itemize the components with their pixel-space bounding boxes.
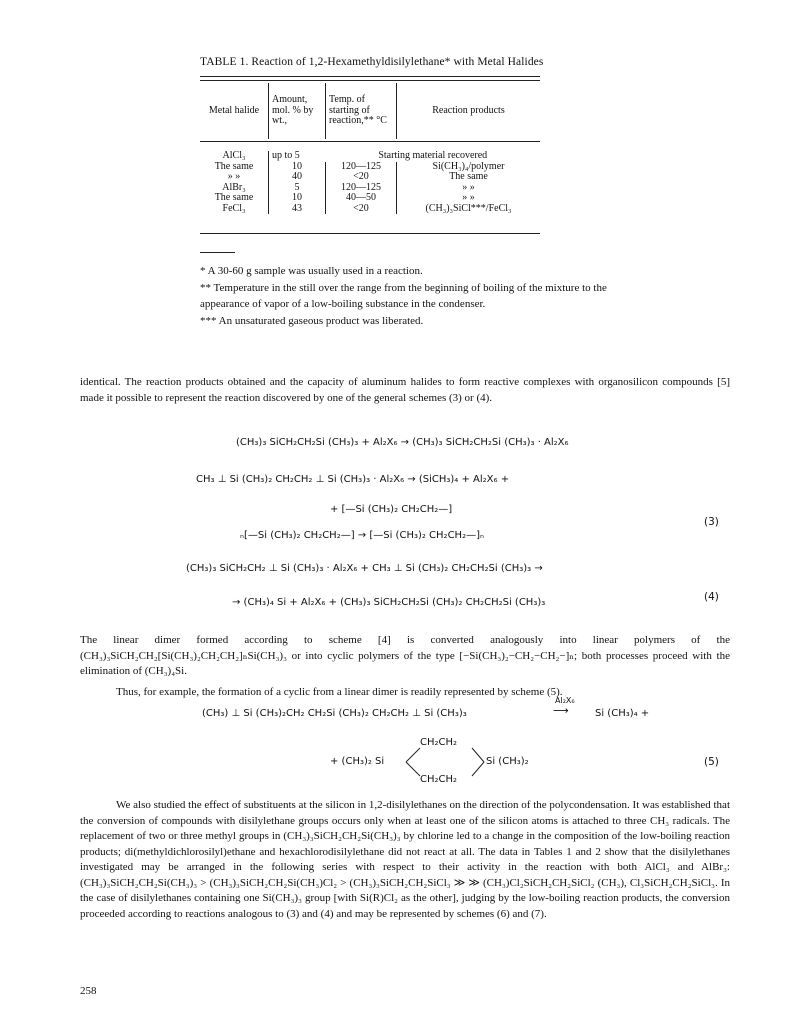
cell-products: Si(CH₃)₄/polymer bbox=[397, 162, 541, 173]
cell-amount: 40 bbox=[269, 172, 326, 183]
scheme-5-ring-right: Si (CH₃)₂ bbox=[486, 756, 529, 767]
scheme-5-ring-top: CH₂CH₂ bbox=[420, 737, 458, 748]
table-row bbox=[200, 162, 540, 173]
scheme-5-ring-left: + (CH₃)₂ Si bbox=[330, 756, 385, 767]
header-temp: Temp. of starting of reaction,** °C bbox=[326, 83, 397, 139]
cell-halide: AlBr₃ bbox=[222, 181, 246, 193]
table-top-rule bbox=[200, 76, 540, 77]
scheme-3-line-1: (CH₃)₃ SiCH₂CH₂Si (CH₃)₃ + Al₂X₆ → (CH₃)₃ SiCH₂CH₂Si (CH₃)₃ · Al₂X₆ bbox=[236, 437, 569, 448]
footnote: * A 30-60 g sample was usually used in a reaction. bbox=[200, 265, 423, 277]
scheme-3-line-2: CH₃ ⊥ Si (CH₃)₂ CH₂CH₂ ⊥ Si (CH₃)₃ · Al₂X₆ → (SiCH₃)₄ + Al₂X₆ + bbox=[196, 474, 510, 485]
paragraph-intro: identical. The reaction products obtained and the capacity of aluminum halides to form reactive complexes with organosilicon compounds [5] made it possible to represent the reaction discovered by one of the general schemes (3) or (4). bbox=[80, 376, 730, 404]
equation-number-5: (5) bbox=[704, 756, 719, 768]
paragraph-substituents: We also studied the effect of substituents at the silicon in 1,2-disilylethanes on the direction of the polycondensation. It was established that the conversion of compounds with disilylethane groups occurs only when at least one of the silicon atoms is attached to three CH₃ radicals. The replacement of two or three methyl groups in (CH₃)₃SiCH₂CH₂Si(CH₃)₃ by chlorine led to a change in the composition of the low-boiling reaction products; di(methyldichlorosilyl)ethane and hexachlorodisilylethane did not react at all. The data in Tables 1 and 2 show that the disilylethanes investigated may be arranged in the following series with respect to their activity in the reaction with both AlCl₃ and AlBr₃: (CH₃)₃SiCH₂CH₂Si(CH₃)₃ > (CH₃)₃SiCH₂CH₂Si(CH₃)Cl₂ > (CH₃)₃SiCH₂CH₂SiCl₃ ≫ ≫ (CH₃)Cl₂SiCH₂CH₂SiCl₂ (CH₃), Cl₃SiCH₂CH₂SiCl₃. In the case of disilylethanes containing one Si(CH₃)₃ group [with Si(R)Cl₂ as the other], judging by the low-boiling reaction products, the conversion proceeded according to reactions analogous to (3) and (4) and may be represented by schemes (6) and (7). bbox=[80, 799, 730, 920]
table-row bbox=[200, 172, 540, 183]
scheme-5-arrow: ⟶ bbox=[553, 704, 569, 717]
table-top-rule-2 bbox=[200, 80, 540, 81]
footnote: ** Temperature in the still over the range from the beginning of boiling of the mixture to the appearance of vapor of a low-boiling substance in the condenser. bbox=[200, 281, 607, 310]
table-row bbox=[200, 204, 540, 215]
cell-temp: <20 bbox=[326, 204, 397, 215]
table-footnotes bbox=[200, 263, 610, 329]
cell-products: The same bbox=[397, 172, 541, 183]
footnote: *** An unsaturated gaseous product was liberated. bbox=[200, 314, 424, 327]
cell-products: (CH₃)₃SiCl***/FeCl₃ bbox=[397, 204, 541, 215]
cell-temp: Starting material recovered bbox=[378, 150, 488, 161]
scheme-5-line-1: (CH₃) ⊥ Si (CH₃)₂CH₂ CH₂Si (CH₃)₂ CH₂CH₂ ⊥ Si (CH₃)₃ bbox=[202, 708, 467, 719]
scheme-4-line-2: → (CH₃)₄ Si + Al₂X₆ + (CH₃)₃ SiCH₂CH₂Si (CH₃)₂ CH₂CH₂Si (CH₃)₃ bbox=[232, 597, 546, 608]
scheme-3-line-3: + [—Si (CH₃)₂ CH₂CH₂—] bbox=[330, 504, 453, 515]
footnote-rule bbox=[200, 252, 235, 253]
cell-products: » » bbox=[397, 193, 541, 204]
header-products: Reaction products bbox=[397, 83, 541, 139]
scheme-5-catalyst: Al₂X₆ bbox=[555, 696, 575, 705]
cell-amount: 43 bbox=[269, 204, 326, 215]
cell-halide: AlCl₃ bbox=[222, 150, 246, 161]
halides-table bbox=[200, 83, 540, 214]
page-number: 258 bbox=[80, 985, 97, 997]
cell-halide: » » bbox=[227, 171, 241, 182]
cell-products: » » bbox=[397, 183, 541, 194]
cell-halide: FeCl₃ bbox=[222, 202, 246, 214]
cell-amount: 5 bbox=[269, 183, 326, 194]
cell-temp: <20 bbox=[326, 172, 397, 183]
cell-amount: 10 bbox=[269, 162, 326, 173]
header-amount: Amount, mol. % by wt., bbox=[269, 83, 326, 139]
scheme-4-line-1: (CH₃)₃ SiCH₂CH₂ ⊥ Si (CH₃)₃ · Al₂X₆ + CH₃ ⊥ Si (CH₃)₂ CH₂CH₂Si (CH₃)₃ → bbox=[186, 563, 543, 574]
paragraph-linear-dimer: The linear dimer formed according to scheme [4] is converted analogously into linear polymers of the (CH₃)₃SiCH₂CH₂[Si(CH₃)₂CH₂CH₂]ₙSi(CH₃)₃ or into cyclic polymers of the type [−Si(CH₃)₂−CH₂−CH₂−]ₙ; both processes proceed with the elimination of (CH₃)₄Si. bbox=[80, 634, 730, 677]
equation-number-3: (3) bbox=[704, 516, 719, 528]
cell-temp: 40—50 bbox=[326, 193, 397, 204]
table-title: TABLE 1. Reaction of 1,2-Hexamethyldisilylethane* with Metal Halides bbox=[200, 56, 544, 68]
table-row bbox=[200, 193, 540, 204]
cell-temp: 120—125 bbox=[326, 162, 397, 173]
table-row bbox=[200, 151, 540, 162]
cell-temp: 120—125 bbox=[326, 183, 397, 194]
scheme-5-ring-bottom: CH₂CH₂ bbox=[420, 774, 458, 785]
equation-number-4: (4) bbox=[704, 591, 719, 603]
cell-amount: 10 bbox=[269, 193, 326, 204]
scheme-5-product: Si (CH₃)₄ + bbox=[595, 708, 650, 719]
header-metal-halide: Metal halide bbox=[208, 104, 260, 116]
paragraph-cyclic: Thus, for example, the formation of a cyclic from a linear dimer is readily represented by scheme (5). bbox=[116, 686, 563, 698]
table-bottom-rule bbox=[200, 233, 540, 234]
ring-bonds bbox=[404, 740, 494, 784]
cell-amount: up to 5 bbox=[269, 151, 326, 162]
cell-halide: The same bbox=[214, 160, 254, 172]
cell-halide: The same bbox=[214, 192, 254, 203]
scheme-3-line-4: ₙ[—Si (CH₃)₂ CH₂CH₂—] → [—Si (CH₃)₂ CH₂CH₂—]ₙ bbox=[240, 530, 484, 541]
